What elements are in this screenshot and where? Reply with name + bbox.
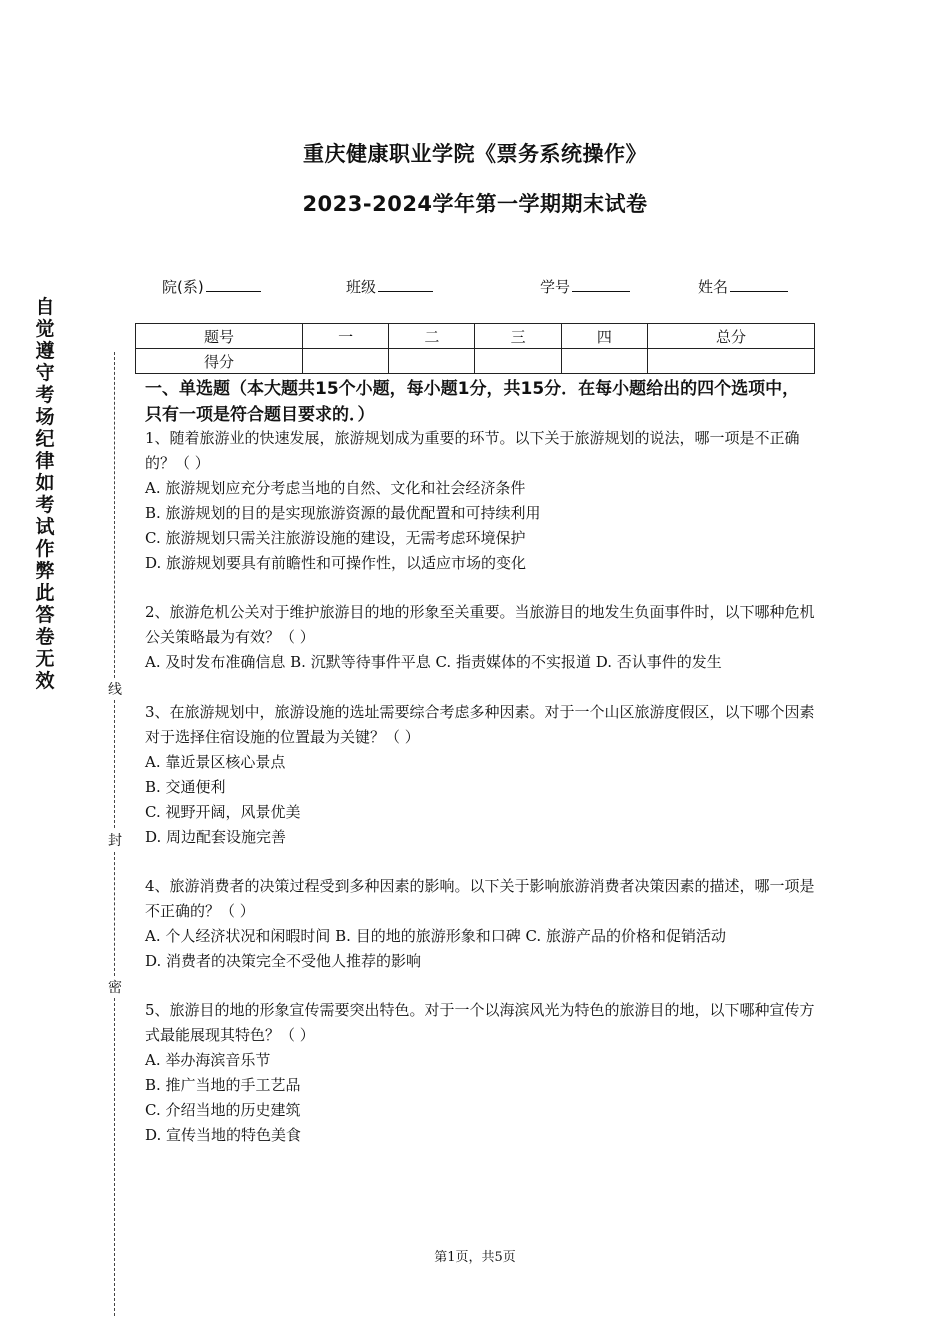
option[interactable]: C. 旅游规划只需关注旅游设施的建设，无需考虑环境保护 xyxy=(145,529,526,547)
score-cell: 题号 xyxy=(136,324,303,349)
option[interactable]: A. 靠近景区核心景点 xyxy=(145,753,286,771)
question-stem: 4、旅游消费者的决策过程受到多种因素的影响。以下关于影响旅游消费者决策因素的描述，哪一项是不正确的？（ ） xyxy=(145,877,815,920)
score-cell: 三 xyxy=(475,324,561,349)
seal-mark-line: 线 xyxy=(106,679,124,699)
department-blank[interactable] xyxy=(206,277,261,292)
score-table-score-row xyxy=(136,349,815,374)
score-table xyxy=(135,323,815,374)
student-id-label: 学号 xyxy=(540,278,571,296)
score-cell: 一 xyxy=(303,324,389,349)
question-4 xyxy=(145,874,815,974)
option[interactable]: D. 消费者的决策完全不受他人推荐的影响 xyxy=(145,952,422,970)
class-blank[interactable] xyxy=(378,277,433,292)
question-stem: 5、旅游目的地的形象宣传需要突出特色。对于一个以海滨风光为特色的旅游目的地，以下哪种宣传方式最能展现其特色？（ ） xyxy=(145,1001,815,1044)
question-1 xyxy=(145,426,815,576)
score-cell: 四 xyxy=(561,324,647,349)
option[interactable]: A. 举办海滨音乐节 xyxy=(145,1051,271,1069)
page-number: 第1页，共5页 xyxy=(434,1250,516,1265)
score-input-cell[interactable] xyxy=(647,349,814,374)
option[interactable]: C. 介绍当地的历史建筑 xyxy=(145,1101,301,1119)
seal-mark-seal: 封 xyxy=(106,830,124,850)
option-row[interactable]: A. 个人经济状况和闲暇时间 B. 目的地的旅游形象和口碑 C. 旅游产品的价格和促销活动 xyxy=(145,927,726,945)
exam-discipline-notice: 自觉遵守考场纪律如考试作弊此答卷无效 xyxy=(35,296,55,692)
option[interactable]: C. 视野开阔，风景优美 xyxy=(145,803,301,821)
seal-dashed-line xyxy=(114,852,115,976)
seal-dashed-line xyxy=(114,700,115,828)
question-3 xyxy=(145,700,815,850)
score-cell: 二 xyxy=(389,324,475,349)
option[interactable]: A. 旅游规划应充分考虑当地的自然、文化和社会经济条件 xyxy=(145,479,526,497)
question-stem: 3、在旅游规划中，旅游设施的选址需要综合考虑多种因素。对于一个山区旅游度假区，以下哪个因素对于选择住宿设施的位置最为关键？（ ） xyxy=(145,703,815,746)
question-stem: 1、随着旅游业的快速发展，旅游规划成为重要的环节。以下关于旅游规划的说法，哪一项是不正确的？（ ） xyxy=(145,429,800,472)
question-stem: 2、旅游危机公关对于维护旅游目的地的形象至关重要。当旅游目的地发生负面事件时，以下哪种危机公关策略最为有效？（ ） xyxy=(145,603,815,646)
student-id-blank[interactable] xyxy=(572,277,630,292)
name-field xyxy=(698,276,788,297)
student-id-field xyxy=(540,276,630,297)
score-input-cell[interactable] xyxy=(303,349,389,374)
class-field xyxy=(346,276,433,297)
option[interactable]: D. 旅游规划要具有前瞻性和可操作性，以适应市场的变化 xyxy=(145,554,527,572)
option[interactable]: D. 宣传当地的特色美食 xyxy=(145,1126,302,1144)
department-field xyxy=(162,276,261,297)
score-input-cell[interactable] xyxy=(561,349,647,374)
seal-dashed-line xyxy=(114,998,115,1316)
score-cell: 得分 xyxy=(136,349,303,374)
score-input-cell[interactable] xyxy=(475,349,561,374)
class-label: 班级 xyxy=(346,278,377,296)
exam-subtitle: 2023-2024学年第一学期期末试卷 xyxy=(302,192,648,216)
score-table-header-row xyxy=(136,324,815,349)
seal-mark-secret: 密 xyxy=(106,977,124,997)
section-heading: 一、单选题（本大题共15个小题，每小题1分，共15分．在每小题给出的四个选项中，只有一项是符合题目要求的．） xyxy=(145,379,800,425)
option[interactable]: B. 旅游规划的目的是实现旅游资源的最优配置和可持续利用 xyxy=(145,504,541,522)
department-label: 院(系) xyxy=(162,278,204,296)
seal-dashed-line xyxy=(114,352,115,678)
question-5 xyxy=(145,998,815,1148)
name-label: 姓名 xyxy=(698,278,729,296)
name-blank[interactable] xyxy=(730,277,788,292)
score-cell: 总分 xyxy=(647,324,814,349)
question-2 xyxy=(145,600,815,675)
option[interactable]: D. 周边配套设施完善 xyxy=(145,828,287,846)
score-input-cell[interactable] xyxy=(389,349,475,374)
option[interactable]: B. 交通便利 xyxy=(145,778,226,796)
exam-title: 重庆健康职业学院《票务系统操作》 xyxy=(303,142,647,166)
option-row[interactable]: A. 及时发布准确信息 B. 沉默等待事件平息 C. 指责媒体的不实报道 D. 否认事件的发生 xyxy=(145,653,722,671)
option[interactable]: B. 推广当地的手工艺品 xyxy=(145,1076,301,1094)
